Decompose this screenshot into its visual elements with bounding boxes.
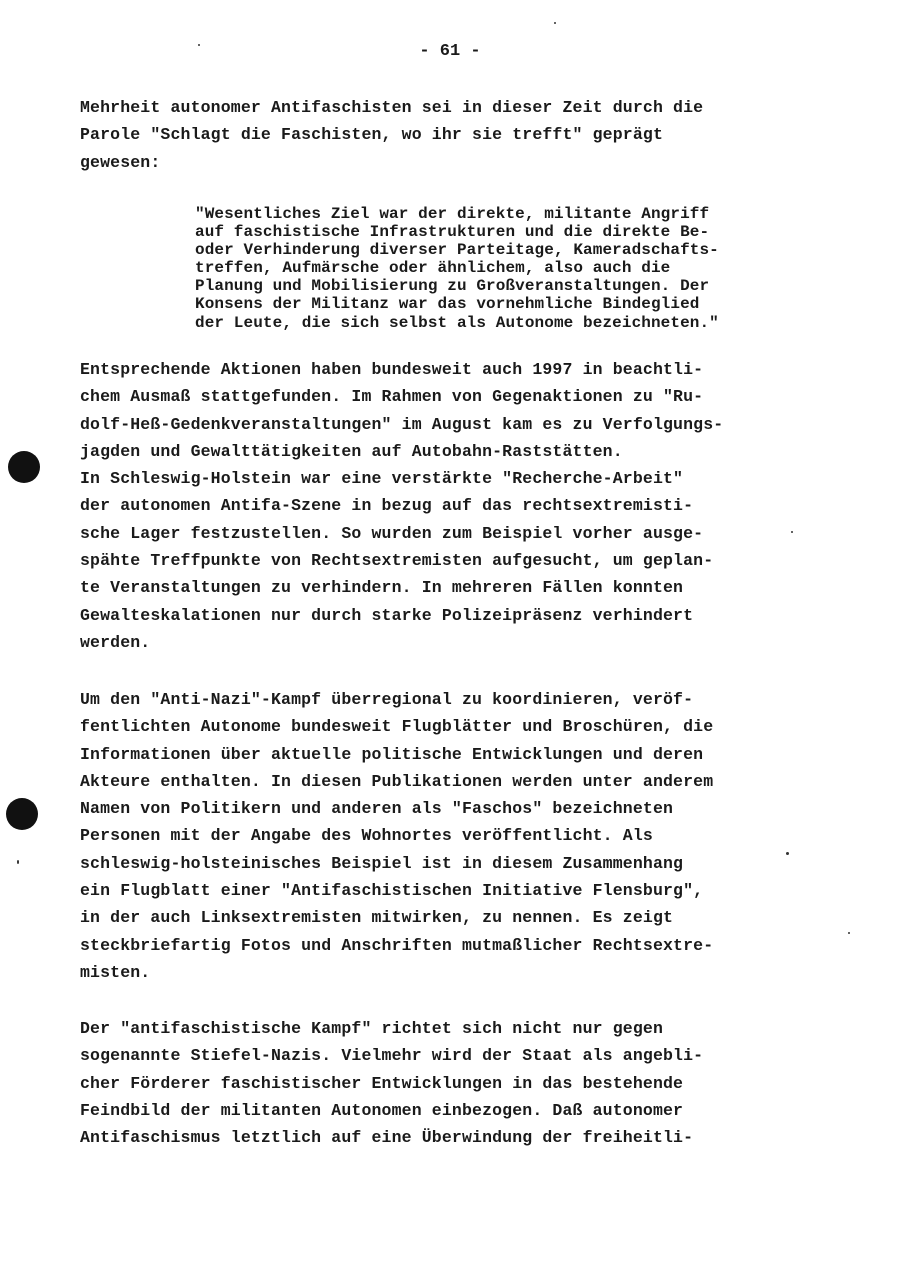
- text-line: Personen mit der Angabe des Wohnortes veröffentlicht. Als: [80, 826, 653, 846]
- scan-speck: [786, 852, 789, 855]
- scan-speck: [17, 860, 19, 864]
- text-line: Parole "Schlagt die Faschisten, wo ihr sie trefft" geprägt: [80, 125, 663, 145]
- text-line: Antifaschismus letztlich auf eine Überwindung der freiheitli-: [80, 1128, 694, 1148]
- scan-speck: [791, 531, 793, 533]
- text-line: sogenannte Stiefel-Nazis. Vielmehr wird der Staat als angebli-: [80, 1046, 704, 1066]
- text-line: Mehrheit autonomer Antifaschisten sei in dieser Zeit durch die: [80, 98, 704, 117]
- scan-speck: [554, 22, 556, 24]
- text-line: fentlichten Autonome bundesweit Flugblätter und Broschüren, die: [80, 717, 714, 737]
- scan-speck: [198, 44, 200, 46]
- text-line: jagden und Gewalttätigkeiten auf Autobahn-Raststätten.: [80, 441, 623, 461]
- paragraph-actions-1997: [80, 356, 825, 656]
- text-line: in der auch Linksextremisten mitwirken, zu nennen. Es zeigt: [80, 908, 674, 928]
- text-line: misten.: [80, 962, 151, 982]
- text-line: spähte Treffpunkte von Rechtsextremisten aufgesucht, um geplan-: [80, 551, 714, 571]
- text-line: Akteure enthalten. In diesen Publikationen werden unter anderem: [80, 771, 714, 791]
- text-line: gewesen:: [80, 152, 161, 172]
- text-line: chem Ausmaß stattgefunden. Im Rahmen von Gegenaktionen zu "Ru-: [80, 387, 704, 407]
- text-line: Informationen über aktuelle politische Entwicklungen und deren: [80, 744, 704, 764]
- text-line: Feindbild der militanten Autonomen einbezogen. Daß autonomer: [80, 1100, 684, 1120]
- text-line: Der "antifaschistische Kampf" richtet sich nicht nur gegen: [80, 1019, 663, 1038]
- quote-line: auf faschistische Infrastrukturen und die direkte Be-: [195, 223, 710, 242]
- text-line: Namen von Politikern und anderen als "Faschos" bezeichneten: [80, 799, 674, 819]
- text-line: Entsprechende Aktionen haben bundesweit auch 1997 in beachtli-: [80, 360, 704, 379]
- text-line: steckbriefartig Fotos und Anschriften mutmaßlicher Rechtsextre-: [80, 935, 714, 955]
- punch-hole: [6, 798, 38, 830]
- quote-line: der Leute, die sich selbst als Autonome bezeichneten.": [195, 313, 719, 332]
- text-line: cher Förderer faschistischer Entwicklungen in das bestehende: [80, 1073, 684, 1093]
- text-line: ein Flugblatt einer "Antifaschistischen Initiative Flensburg",: [80, 881, 704, 901]
- text-line: schleswig-holsteinisches Beispiel ist in diesem Zusammenhang: [80, 853, 684, 873]
- text-line: sche Lager festzustellen. So wurden zum Beispiel vorher ausge-: [80, 523, 704, 543]
- paragraph-anti-nazi-kampf: [80, 686, 825, 986]
- block-quote: [195, 205, 805, 332]
- quote-line: Planung und Mobilisierung zu Großveranstaltungen. Der: [195, 277, 710, 296]
- text-line: te Veranstaltungen zu verhindern. In mehreren Fällen konnten: [80, 578, 684, 598]
- text-line: werden.: [80, 632, 151, 652]
- scan-speck: [848, 932, 850, 934]
- text-line: Um den "Anti-Nazi"-Kampf überregional zu koordinieren, veröf-: [80, 690, 694, 709]
- paragraph-antifaschistischer-kampf: [80, 1015, 825, 1151]
- text-line: In Schleswig-Holstein war eine verstärkte "Recherche-Arbeit": [80, 469, 684, 489]
- quote-line: oder Verhinderung diverser Parteitage, Kameradschafts-: [195, 241, 719, 260]
- text-line: Gewalteskalationen nur durch starke Polizeipräsenz verhindert: [80, 605, 694, 625]
- text-line: dolf-Heß-Gedenkveranstaltungen" im August kam es zu Verfolgungs-: [80, 414, 724, 434]
- quote-line: Konsens der Militanz war das vornehmliche Bindeglied: [195, 295, 700, 314]
- quote-line: "Wesentliches Ziel war der direkte, militante Angriff: [195, 205, 710, 223]
- text-line: der autonomen Antifa-Szene in bezug auf das rechtsextremisti-: [80, 496, 694, 516]
- quote-line: treffen, Aufmärsche oder ähnlichem, also auch die: [195, 259, 671, 278]
- punch-hole: [8, 451, 40, 483]
- intro-paragraph: [80, 94, 825, 176]
- page-number: - 61 -: [419, 42, 481, 61]
